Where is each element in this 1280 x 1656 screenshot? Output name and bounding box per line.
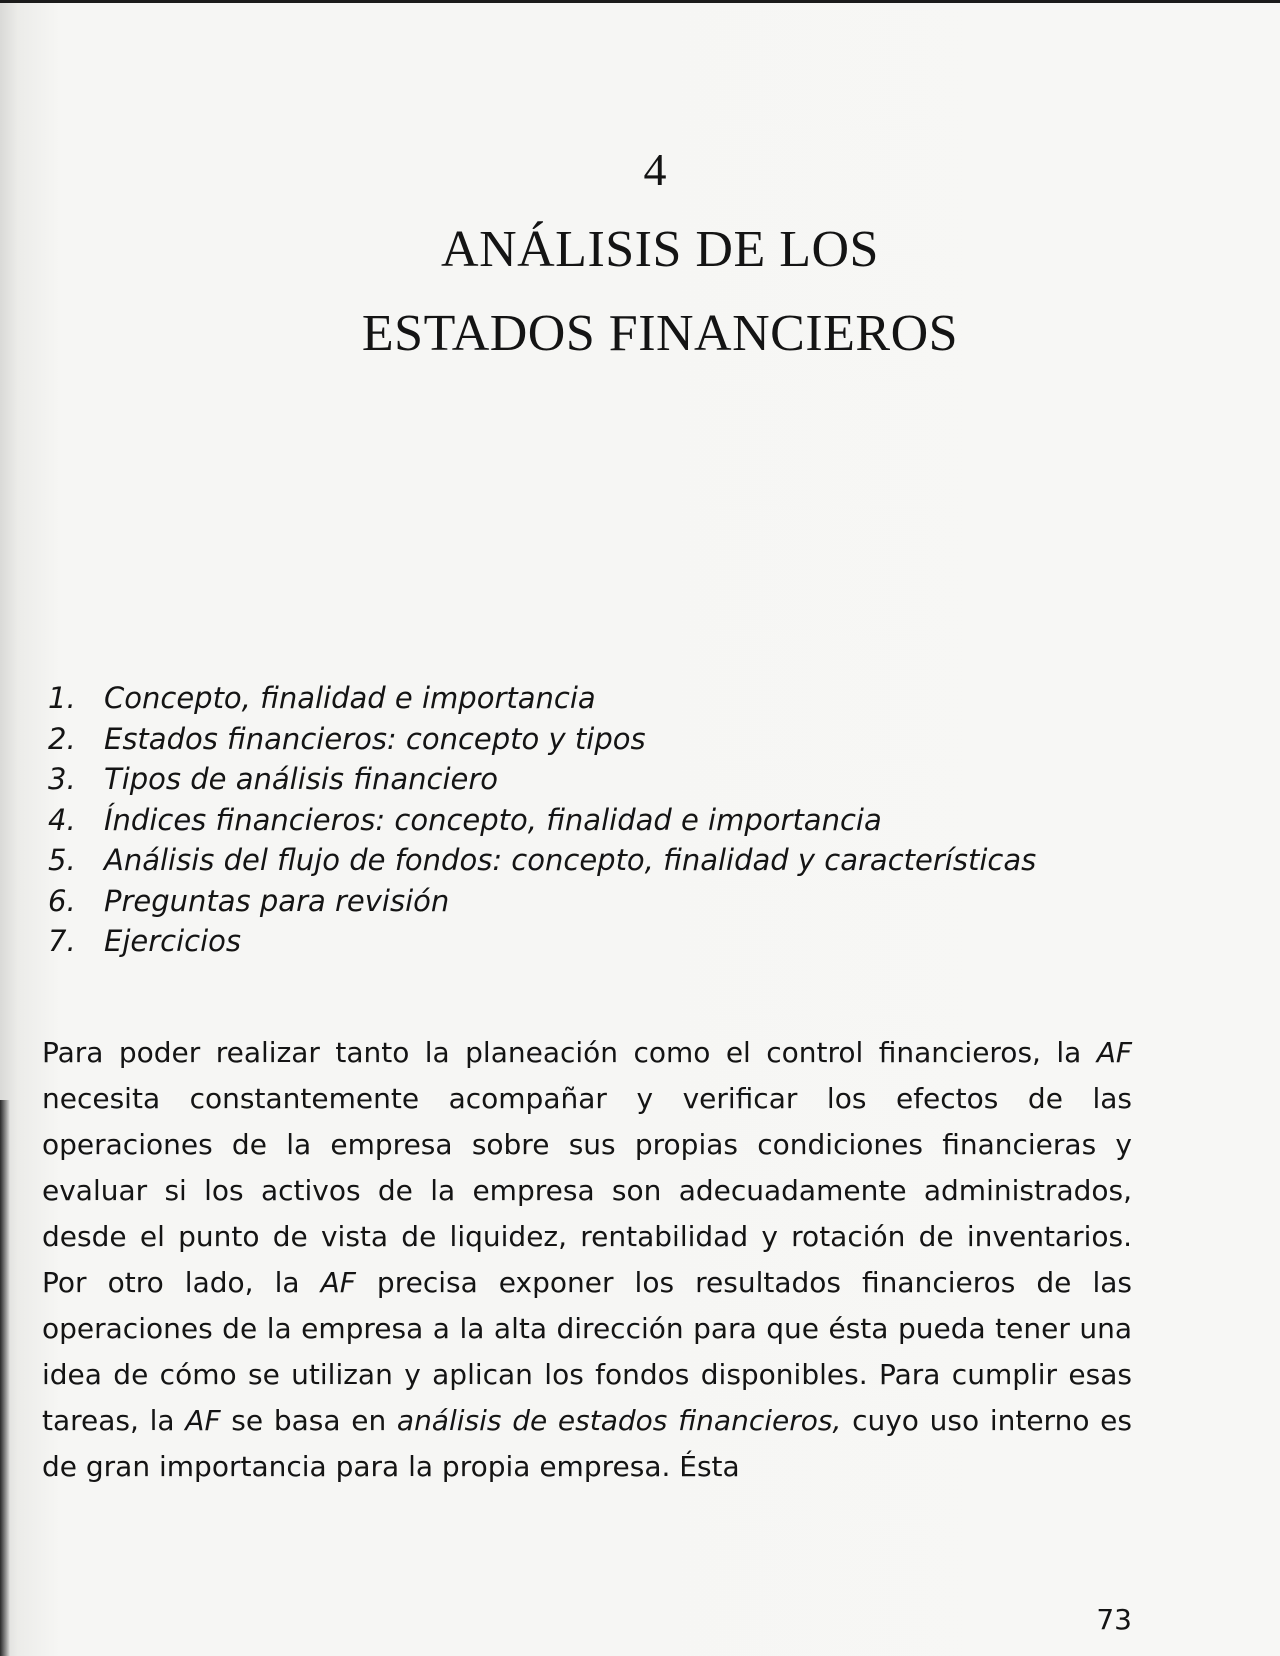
contents-item xyxy=(48,800,1148,841)
contents-item-text: Ejercicios xyxy=(104,924,241,958)
contents-item xyxy=(48,678,1148,719)
paragraph-text: Para poder realizar tanto la planeación como el control financieros, la xyxy=(42,1036,1097,1069)
paragraph-text: precisa exponer los resultados financieros de las operaciones de la empresa a la alta dirección para que ésta pueda tener una idea de cómo se utilizan y aplican los fondos disponibles. Para cumplir esas tareas, la xyxy=(42,1266,1132,1437)
contents-item-number: 5. xyxy=(48,843,76,877)
contents-item-number: 1. xyxy=(48,681,76,715)
contents-item xyxy=(48,921,1148,962)
contents-item xyxy=(48,719,1148,760)
contents-item-text: Preguntas para revisión xyxy=(104,883,450,918)
af-abbreviation: AF xyxy=(185,1404,221,1437)
scan-top-edge xyxy=(0,0,1280,3)
chapter-title-line-1: ANÁLISIS DE LOS xyxy=(441,221,879,278)
contents-item-text: Concepto, finalidad e importancia xyxy=(104,681,596,715)
contents-item-text: Estados financieros: concepto y tipos xyxy=(104,721,646,756)
chapter-title xyxy=(0,208,1280,376)
contents-item-text: Índices financieros: concepto, finalidad e importancia xyxy=(104,802,882,837)
contents-item-number: 6. xyxy=(48,883,76,918)
contents-item-number: 3. xyxy=(48,762,76,796)
chapter-contents-list xyxy=(48,678,1148,962)
paragraph-text: se basa en xyxy=(220,1404,397,1437)
scan-binding-shadow xyxy=(0,1100,10,1656)
contents-item-text: Análisis del flujo de fondos: concepto, finalidad y características xyxy=(104,843,1037,877)
contents-item xyxy=(48,759,1148,800)
emphasized-term: análisis de estados financieros, xyxy=(396,1404,842,1437)
contents-item xyxy=(48,881,1148,922)
chapter-title-line-2: ESTADOS FINANCIEROS xyxy=(361,305,959,362)
page-number: 73 xyxy=(1096,1603,1132,1636)
body-paragraph xyxy=(42,1030,1132,1490)
contents-item-number: 4. xyxy=(48,802,76,837)
contents-item-text: Tipos de análisis financiero xyxy=(104,762,499,796)
contents-item-number: 7. xyxy=(48,924,76,958)
af-abbreviation: AF xyxy=(320,1266,356,1299)
paragraph-text: cuyo uso interno es de gran importancia para la propia empresa. Ésta xyxy=(42,1404,1132,1483)
contents-item xyxy=(48,840,1148,881)
paragraph-text: necesita constantemente acompañar y verificar los efectos de las operaciones de la empresa sobre sus propias condiciones financieras y evaluar si los activos de la empresa son adecuadamente administrados, desde el punto de vista de liquidez, rentabilidad y rotación de inventarios. Por otro lado, la xyxy=(42,1082,1132,1299)
chapter-number: 4 xyxy=(643,144,667,195)
contents-item-number: 2. xyxy=(48,721,76,756)
af-abbreviation: AF xyxy=(1096,1036,1132,1069)
